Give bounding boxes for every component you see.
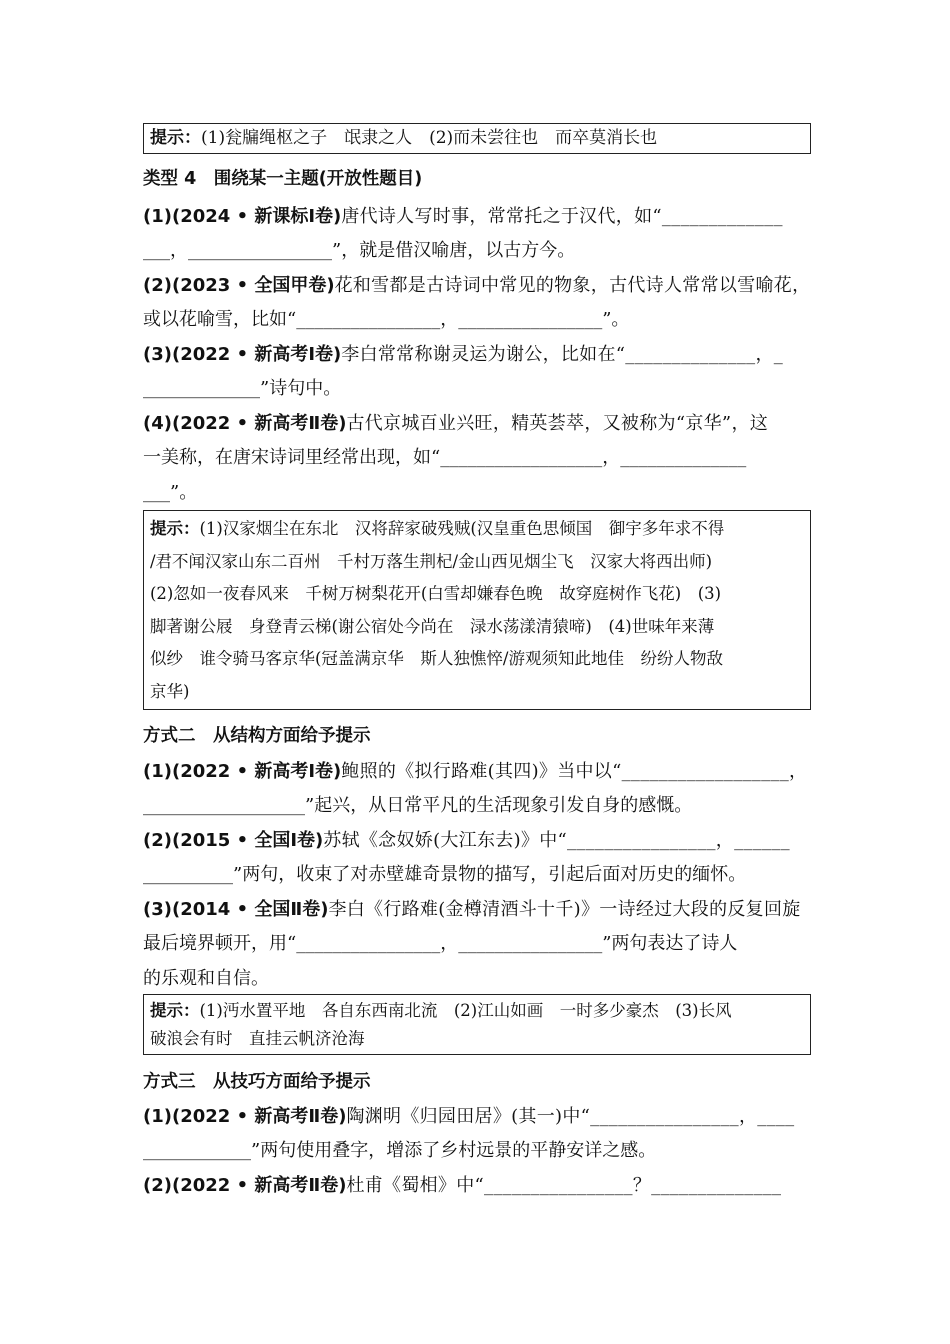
hint-text: /君不闻汉家山东二百州 千村万落生荆杞/金山西见烟尘飞 汉家大将西出师) [150, 551, 713, 571]
question-line: (3)(2022 • 新高考Ⅰ卷)李白常常称谢灵运为谢公，比如在“______________，_ [143, 344, 784, 365]
question-line: 一美称，在唐宋诗词里经常出现，如“__________________，______________ [143, 447, 747, 468]
hint-box-1 [143, 123, 811, 154]
question-line: (2)(2022 • 新高考Ⅱ卷)杜甫《蜀相》中“________________？______________ [143, 1175, 782, 1196]
question-line: (1)(2022 • 新高考Ⅰ卷)鲍照的《拟行路难(其四)》当中以“__________________， [143, 761, 808, 782]
question-line: ____________”两句使用叠字，增添了乡村远景的平静安详之感。 [143, 1140, 657, 1161]
question-line: (3)(2014 • 全国Ⅱ卷)李白《行路难(金樽清酒斗十千)》一诗经过大段的反复回旋 [143, 899, 801, 920]
hint-text: (1)汉家烟尘在东北 汉将辞家破残贼(汉皇重色思倾国 御宇多年求不得 [199, 519, 725, 538]
hint-box-3 [143, 994, 811, 1055]
hint-label: 提示： [150, 519, 200, 538]
question-line: (2)(2023 • 全国甲卷)花和雪都是古诗词中常见的物象，古代诗人常常以雪喻花， [143, 275, 811, 296]
question-line: (1)(2022 • 新高考Ⅱ卷)陶渊明《归园田居》(其一)中“________________，____ [143, 1106, 795, 1127]
question-line: 或以花喻雪，比如“________________，________________”。 [143, 309, 630, 330]
question-line: __________”两句，收束了对赤壁雄奇景物的描写，引起后面对历史的缅怀。 [143, 864, 747, 885]
hint-text: 似纱 谁令骑马客京华(冠盖满京华 斯人独憔悴/游观须知此地佳 纷纷人物敌 [150, 649, 723, 668]
hint-label: 提示： [150, 128, 201, 148]
method3-heading: 方式三 从技巧方面给予提示 [143, 1072, 371, 1092]
question-line: (2)(2015 • 全国Ⅰ卷)苏轼《念奴娇(大江东去)》中“________________，______ [143, 830, 790, 851]
hint-text: (1)瓮牖绳枢之子 氓隶之人 (2)而未尝往也 而卒莫消长也 [201, 128, 658, 148]
hint-text: 脚著谢公屐 身登青云梯(谢公宿处今尚在 渌水荡漾清猿啼) (4)世味年来薄 [150, 616, 715, 636]
hint-text: 破浪会有时 直挂云帆济沧海 [150, 1029, 365, 1048]
type4-heading: 类型 4 围绕某一主题(开放性题目) [143, 169, 423, 189]
question-line: (4)(2022 • 新高考Ⅱ卷)古代京城百业兴旺，精英荟萃，又被称为“京华”，这 [143, 413, 769, 434]
question-line: ___”。 [143, 482, 198, 503]
question-line: _____________”诗句中。 [143, 378, 342, 399]
question-line: 的乐观和自信。 [143, 968, 269, 989]
question-line: __________________”起兴，从日常平凡的生活现象引发自身的感慨。 [143, 795, 693, 816]
method2-heading: 方式二 从结构方面给予提示 [143, 726, 371, 746]
hint-text: (1)沔水置平地 各自东西南北流 (2)江山如画 一时多少豪杰 (3)长风 [199, 1001, 732, 1020]
question-line: ___，________________”，就是借汉喻唐，以古方今。 [143, 240, 576, 261]
hint-text: 京华) [150, 681, 190, 701]
hint-box-2 [143, 510, 811, 710]
question-line: 最后境界顿开，用“________________，________________”两句表达了诗人 [143, 933, 738, 954]
hint-text: (2)忽如一夜春风来 千树万树梨花开(白雪却嫌春色晚 故穿庭树作飞花) (3) [150, 584, 722, 603]
hint-label: 提示： [150, 1001, 200, 1020]
question-line: (1)(2024 • 新课标Ⅰ卷)唐代诗人写时事，常常托之于汉代，如“_____________ [143, 206, 783, 227]
